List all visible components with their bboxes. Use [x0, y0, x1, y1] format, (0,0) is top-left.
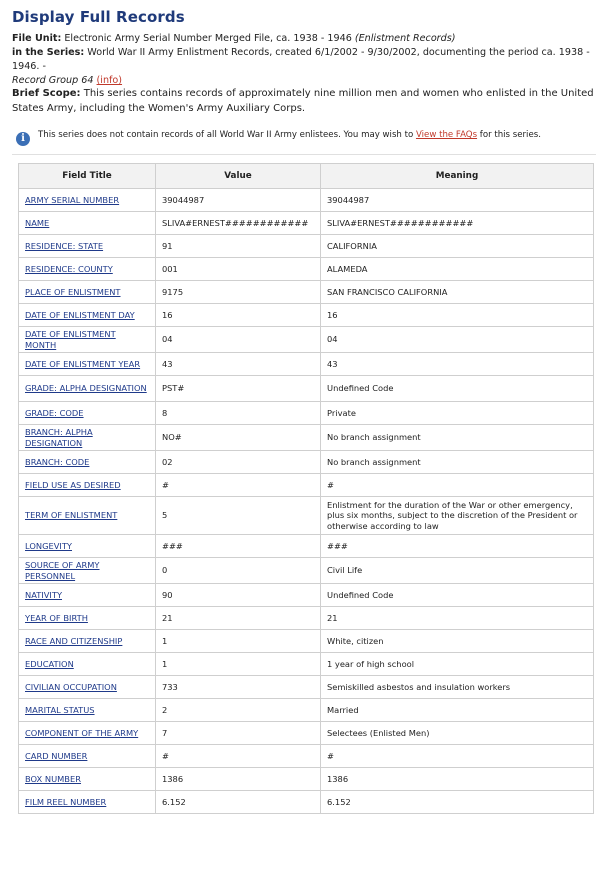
meaning-cell: Civil Life: [321, 558, 594, 584]
field-title-link[interactable]: MARITAL STATUS: [25, 704, 95, 715]
table-row: [19, 189, 594, 212]
value-cell: 21: [156, 607, 321, 630]
meaning-cell: 6.152: [321, 791, 594, 814]
file-unit-label: File Unit:: [12, 33, 62, 44]
field-title-cell: [19, 235, 156, 258]
value-cell: 7: [156, 722, 321, 745]
records-table: [18, 163, 594, 814]
field-title-cell: [19, 425, 156, 451]
table-row: [19, 630, 594, 653]
series-line: [12, 46, 600, 88]
meaning-cell: 43: [321, 353, 594, 376]
field-title-link[interactable]: ARMY SERIAL NUMBER: [25, 194, 120, 205]
field-title-cell: [19, 722, 156, 745]
value-cell: 001: [156, 258, 321, 281]
table-row: [19, 699, 594, 722]
meaning-cell: 04: [321, 327, 594, 353]
field-title-link[interactable]: CIVILIAN OCCUPATION: [25, 681, 117, 692]
brief-scope: [12, 86, 594, 116]
value-cell: 04: [156, 327, 321, 353]
field-title-cell: [19, 535, 156, 558]
value-cell: 6.152: [156, 791, 321, 814]
table-row: [19, 497, 594, 535]
table-row: [19, 212, 594, 235]
value-cell: 16: [156, 304, 321, 327]
meaning-cell: No branch assignment: [321, 451, 594, 474]
table-row: [19, 281, 594, 304]
field-title-link[interactable]: DATE OF ENLISTMENT MONTH: [25, 329, 116, 350]
header-field-title: Field Title: [19, 164, 156, 189]
field-title-link[interactable]: FILM REEL NUMBER: [25, 796, 107, 807]
meaning-cell: 1386: [321, 768, 594, 791]
field-title-cell: [19, 189, 156, 212]
value-cell: #: [156, 474, 321, 497]
file-unit-line: [12, 32, 600, 46]
table-header-row: [19, 164, 594, 189]
meaning-cell: 16: [321, 304, 594, 327]
field-title-cell: [19, 768, 156, 791]
series-text: World War II Army Enlistment Records, created 6/1/2002 - 9/30/2002, documenting the period ca. 1938 - 1946. -: [12, 47, 590, 72]
table-row: [19, 327, 594, 353]
value-cell: 90: [156, 584, 321, 607]
table-row: [19, 722, 594, 745]
field-title-link[interactable]: SOURCE OF ARMY PERSONNEL: [25, 560, 100, 581]
value-cell: 5: [156, 497, 321, 535]
field-title-link[interactable]: GRADE: CODE: [25, 407, 84, 418]
field-title-link[interactable]: RESIDENCE: STATE: [25, 240, 104, 251]
meaning-cell: ###: [321, 535, 594, 558]
table-row: [19, 791, 594, 814]
value-cell: 91: [156, 235, 321, 258]
field-title-link[interactable]: PLACE OF ENLISTMENT: [25, 286, 121, 297]
field-title-cell: [19, 451, 156, 474]
value-cell: 9175: [156, 281, 321, 304]
field-title-link[interactable]: COMPONENT OF THE ARMY: [25, 727, 139, 738]
value-cell: 02: [156, 451, 321, 474]
table-row: [19, 425, 594, 451]
table-row: [19, 304, 594, 327]
field-title-cell: [19, 402, 156, 425]
value-cell: 1: [156, 630, 321, 653]
table-row: [19, 653, 594, 676]
meaning-cell: SAN FRANCISCO CALIFORNIA: [321, 281, 594, 304]
value-cell: NO#: [156, 425, 321, 451]
field-title-cell: [19, 376, 156, 402]
table-row: [19, 402, 594, 425]
field-title-link[interactable]: CARD NUMBER: [25, 750, 88, 761]
meaning-cell: No branch assignment: [321, 425, 594, 451]
notice-text: [38, 130, 598, 141]
value-cell: SLIVA#ERNEST############: [156, 212, 321, 235]
notice-after: for this series.: [479, 130, 541, 140]
field-title-cell: [19, 304, 156, 327]
meaning-cell: 1 year of high school: [321, 653, 594, 676]
field-title-link[interactable]: BRANCH: ALPHA DESIGNATION: [25, 427, 93, 448]
meaning-cell: ALAMEDA: [321, 258, 594, 281]
field-title-link[interactable]: EDUCATION: [25, 658, 74, 669]
meaning-cell: Enlistment for the duration of the War or other emergency, plus six months, subject to the discretion of the President or otherwise according to law: [321, 497, 594, 535]
field-title-link[interactable]: BRANCH: CODE: [25, 456, 90, 467]
field-title-cell: [19, 745, 156, 768]
meaning-cell: Undefined Code: [321, 376, 594, 402]
notice-before: This series does not contain records of all World War II Army enlistees. You may wish to: [38, 130, 414, 140]
meaning-cell: CALIFORNIA: [321, 235, 594, 258]
value-cell: 8: [156, 402, 321, 425]
field-title-cell: [19, 281, 156, 304]
table-row: [19, 376, 594, 402]
record-meta: [12, 32, 600, 88]
field-title-cell: [19, 353, 156, 376]
value-cell: ###: [156, 535, 321, 558]
meaning-cell: 21: [321, 607, 594, 630]
table-row: [19, 607, 594, 630]
header-value: Value: [156, 164, 321, 189]
table-row: [19, 474, 594, 497]
meaning-cell: Private: [321, 402, 594, 425]
field-title-link[interactable]: YEAR OF BIRTH: [25, 612, 88, 623]
value-cell: 0: [156, 558, 321, 584]
field-title-link[interactable]: DATE OF ENLISTMENT YEAR: [25, 358, 141, 369]
brief-scope-label: Brief Scope:: [12, 88, 81, 99]
header-meaning: Meaning: [321, 164, 594, 189]
field-title-cell: [19, 630, 156, 653]
table-row: [19, 584, 594, 607]
field-title-cell: [19, 607, 156, 630]
table-row: [19, 558, 594, 584]
value-cell: PST#: [156, 376, 321, 402]
field-title-cell: [19, 791, 156, 814]
table-row: [19, 235, 594, 258]
meaning-cell: SLIVA#ERNEST############: [321, 212, 594, 235]
field-title-link[interactable]: BOX NUMBER: [25, 773, 82, 784]
meaning-cell: #: [321, 474, 594, 497]
meaning-cell: Married: [321, 699, 594, 722]
value-cell: 2: [156, 699, 321, 722]
value-cell: 43: [156, 353, 321, 376]
field-title-cell: [19, 497, 156, 535]
field-title-link[interactable]: RACE AND CITIZENSHIP: [25, 635, 123, 646]
table-row: [19, 258, 594, 281]
meaning-cell: White, citizen: [321, 630, 594, 653]
field-title-link[interactable]: NAME: [25, 217, 50, 228]
table-row: [19, 676, 594, 699]
field-title-link[interactable]: GRADE: ALPHA DESIGNATION: [25, 383, 147, 394]
field-title-link[interactable]: TERM OF ENLISTMENT: [25, 510, 118, 521]
field-title-link[interactable]: RESIDENCE: COUNTY: [25, 263, 113, 274]
table-row: [19, 353, 594, 376]
page-title: Display Full Records: [12, 8, 185, 26]
table-row: [19, 745, 594, 768]
field-title-cell: [19, 558, 156, 584]
table-row: [19, 535, 594, 558]
notice-box: [12, 124, 596, 155]
field-title-cell: [19, 474, 156, 497]
meaning-cell: Selectees (Enlisted Men): [321, 722, 594, 745]
field-title-link[interactable]: LONGEVITY: [25, 540, 72, 551]
value-cell: 1386: [156, 768, 321, 791]
meaning-cell: 39044987: [321, 189, 594, 212]
field-title-link[interactable]: NATIVITY: [25, 589, 63, 600]
file-unit-text: Electronic Army Serial Number Merged File, ca. 1938 - 1946: [64, 33, 352, 44]
value-cell: 1: [156, 653, 321, 676]
value-cell: #: [156, 745, 321, 768]
info-icon: i: [16, 132, 30, 146]
value-cell: 39044987: [156, 189, 321, 212]
field-title-cell: [19, 258, 156, 281]
field-title-link[interactable]: FIELD USE AS DESIRED: [25, 479, 121, 490]
view-faqs-link[interactable]: View the FAQs: [415, 130, 478, 140]
field-title-link[interactable]: DATE OF ENLISTMENT DAY: [25, 309, 135, 320]
value-cell: 733: [156, 676, 321, 699]
table-row: [19, 451, 594, 474]
file-unit-italic: (Enlistment Records): [354, 33, 456, 44]
series-label: in the Series:: [12, 47, 85, 58]
meaning-cell: Semiskilled asbestos and insulation workers: [321, 676, 594, 699]
info-link[interactable]: (info): [96, 75, 123, 86]
meaning-cell: Undefined Code: [321, 584, 594, 607]
field-title-cell: [19, 584, 156, 607]
field-title-cell: [19, 699, 156, 722]
field-title-cell: [19, 676, 156, 699]
field-title-cell: [19, 212, 156, 235]
field-title-cell: [19, 653, 156, 676]
meaning-cell: #: [321, 745, 594, 768]
record-group: Record Group 64: [12, 75, 94, 86]
table-row: [19, 768, 594, 791]
brief-scope-text: This series contains records of approximately nine million men and women who enlisted in the United States Army, including the Women's Army Auxiliary Corps.: [12, 88, 594, 114]
field-title-cell: [19, 327, 156, 353]
